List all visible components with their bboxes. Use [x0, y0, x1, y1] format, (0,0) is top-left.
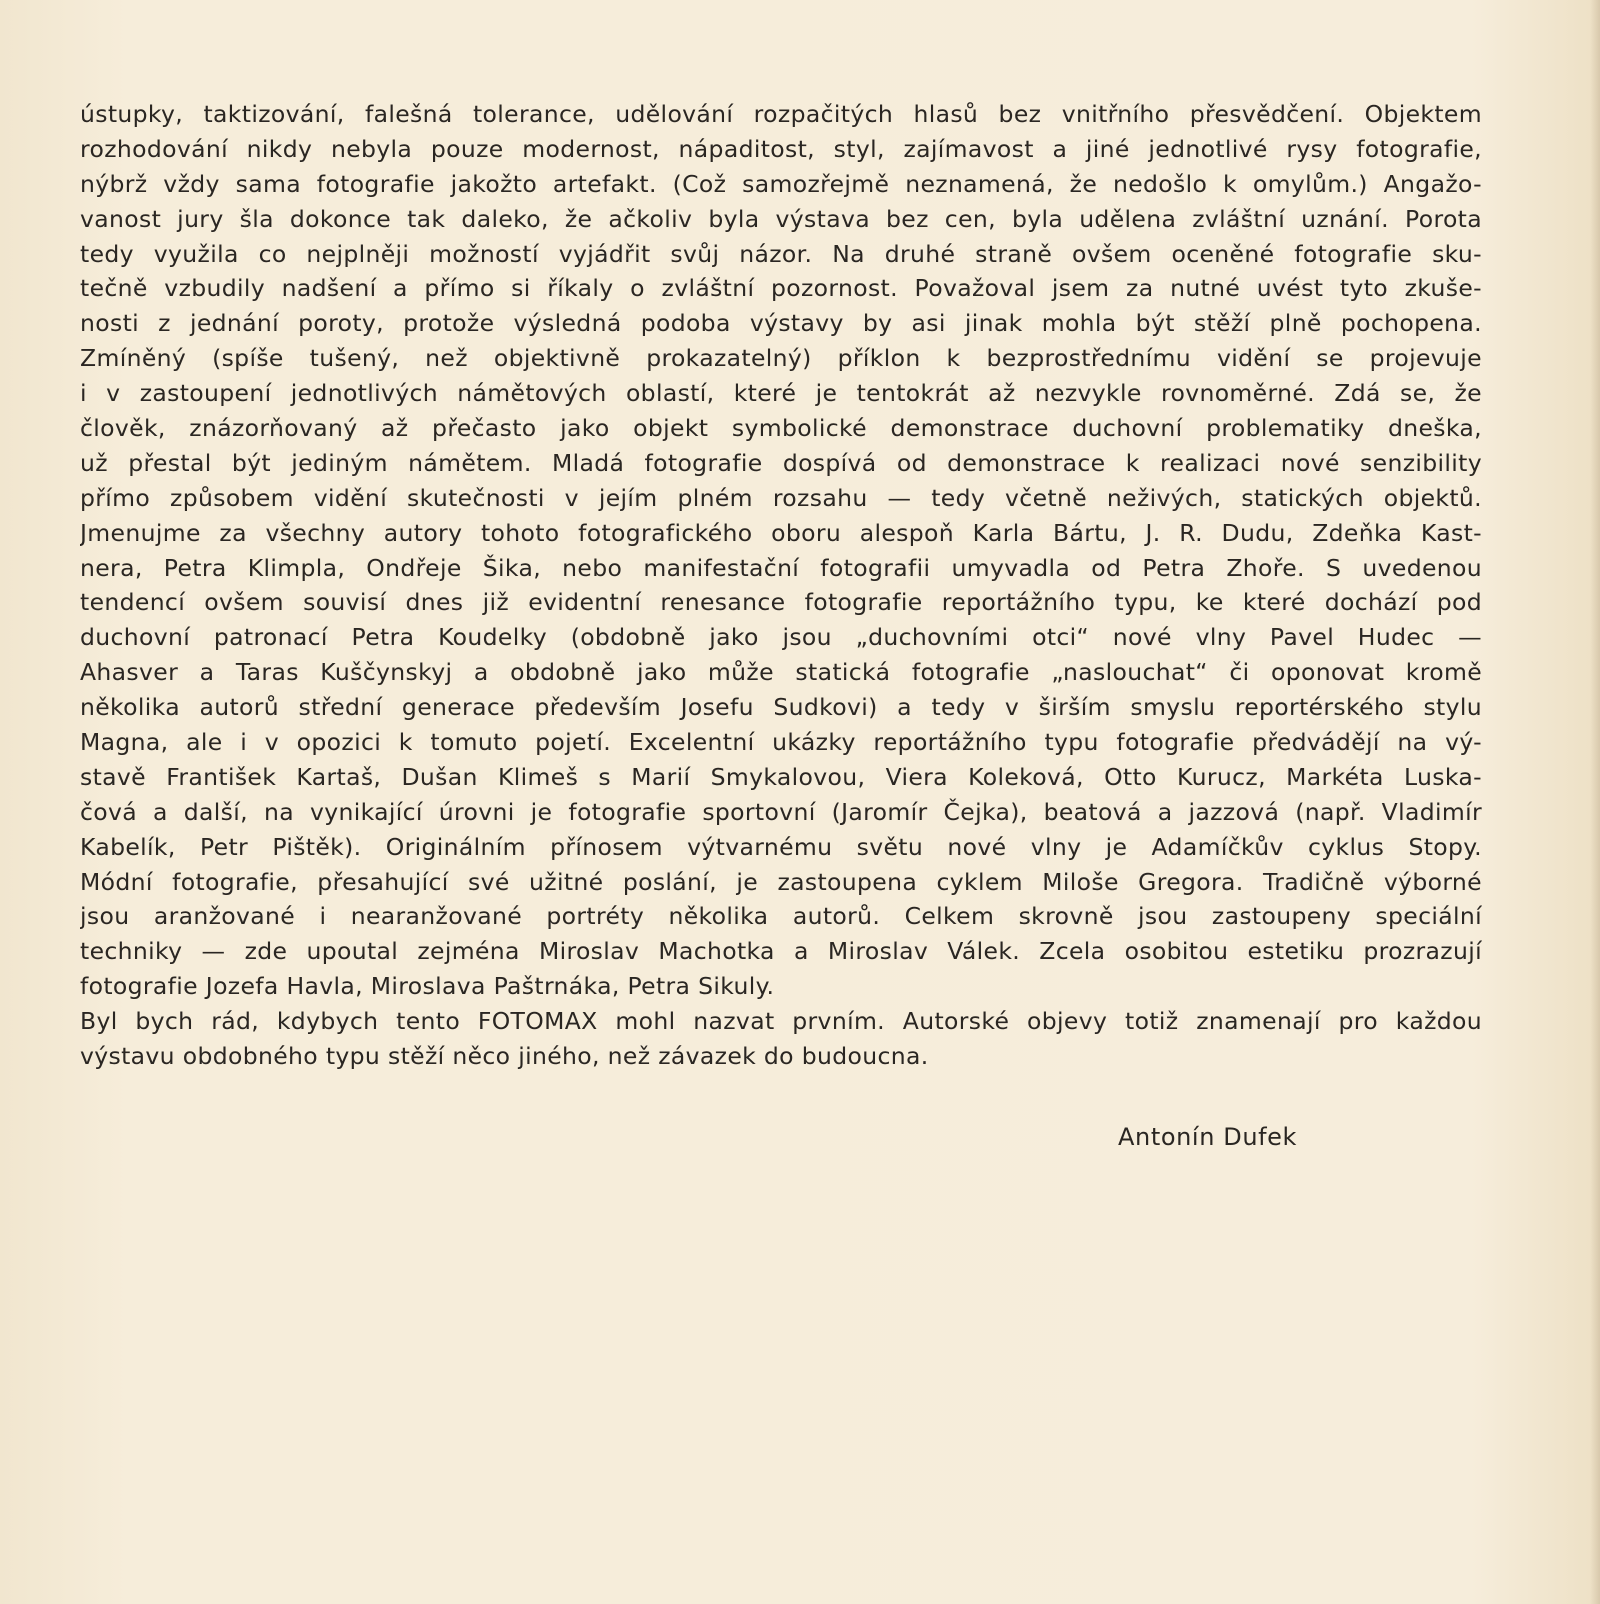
text-line: Módní fotografie, přesahující své užitné poslání, je zastoupena cyklem Miloše Gregora. Tradičně výborné	[80, 867, 1482, 896]
text-line: přímo způsobem vidění skutečnosti v jejím plném rozsahu — tedy včetně neživých, statických objektů.	[80, 483, 1482, 512]
text-line: nýbrž vždy sama fotografie jakožto artefakt. (Což samozřejmě neznamená, že nedošlo k omylům.) Angažo-	[80, 169, 1482, 198]
text-line: nosti z jednání poroty, protože výsledná podoba výstavy by asi jinak mohla být stěží plně pochopena.	[80, 309, 1482, 338]
text-line: vanost jury šla dokonce tak daleko, že ačkoliv byla výstava bez cen, byla udělena zvláštní uznání. Porota	[80, 204, 1482, 233]
text-line: výstavu obdobného typu stěží něco jiného, než závazek do budoucna.	[80, 1042, 929, 1071]
text-line: jsou aranžované i nearanžované portréty několika autorů. Celkem skrovně jsou zastoupeny speciální	[80, 902, 1482, 931]
text-line: duchovní patronací Petra Koudelky (obdobně jako jsou „duchovními otci“ nové vlny Pavel Hudec —	[80, 623, 1482, 652]
body-text	[80, 97, 1482, 1074]
text-line: techniky — zde upoutal zejména Miroslav Machotka a Miroslav Válek. Zcela osobitou estetiku prozrazují	[80, 937, 1482, 966]
author-signature: Antonín Dufek	[1118, 1123, 1298, 1151]
text-line: rozhodování nikdy nebyla pouze modernost, nápaditost, styl, zajímavost a jiné jednotlivé rysy fotografie,	[80, 134, 1482, 163]
text-line: několika autorů střední generace především Josefu Sudkovi) a tedy v širším smyslu reportérského stylu	[80, 693, 1482, 722]
text-line: Zmíněný (spíše tušený, než objektivně prokazatelný) příklon k bezprostřednímu vidění se projevuje	[80, 344, 1482, 373]
text-line: stavě František Kartaš, Dušan Klimeš s Marií Smykalovou, Viera Koleková, Otto Kurucz, Markéta Luska-	[80, 762, 1482, 791]
text-line: tedy využila co nejplněji možností vyjádřit svůj názor. Na druhé straně ovšem oceněné fotografie sku-	[80, 239, 1482, 268]
text-line: Jmenujme za všechny autory tohoto fotografického oboru alespoň Karla Bártu, J. R. Dudu, Zdeňka Kast-	[80, 518, 1482, 547]
text-line: Byl bych rád, kdybych tento FOTOMAX mohl nazvat prvním. Autorské objevy totiž znamenají pro každou	[80, 1007, 1482, 1036]
text-line: Kabelík, Petr Pištěk). Originálním přínosem výtvarnému světu nové vlny je Adamíčkův cyklus Stopy.	[80, 832, 1482, 861]
text-line: ústupky, taktizování, falešná tolerance, udělování rozpačitých hlasů bez vnitřního přesvědčení. Objektem	[80, 100, 1482, 128]
text-line: i v zastoupení jednotlivých námětových oblastí, které je tentokrát až nezvykle rovnoměrné. Zdá se, že	[80, 379, 1482, 408]
text-line: čová a další, na vynikající úrovni je fotografie sportovní (Jaromír Čejka), beatová a jazzová (např. Vladimír	[80, 797, 1482, 826]
text-line: člověk, znázorňovaný až přečasto jako objekt symbolické demonstrace duchovní problematiky dneška,	[80, 414, 1482, 443]
text-line: už přestal být jediným námětem. Mladá fotografie dospívá od demonstrace k realizaci nové senzibility	[80, 448, 1482, 477]
text-line: tečně vzbudily nadšení a přímo si říkaly o zvláštní pozornost. Považoval jsem za nutné uvést tyto zkuše-	[80, 274, 1482, 303]
page-edge-shadow	[1590, 0, 1600, 1604]
text-line: Magna, ale i v opozici k tomuto pojetí. Excelentní ukázky reportážního typu fotografie předvádějí na vý-	[80, 728, 1482, 757]
text-line: Ahasver a Taras Kuščynskyj a obdobně jako může statická fotografie „naslouchat“ či oponovat kromě	[80, 658, 1482, 687]
text-line: tendencí ovšem souvisí dnes již evidentní renesance fotografie reportážního typu, ke které dochází pod	[80, 588, 1482, 617]
text-line: fotografie Jozefa Havla, Miroslava Paštrnáka, Petra Sikuly.	[80, 972, 775, 1001]
text-line: nera, Petra Klimpla, Ondřeje Šika, nebo manifestační fotografii umyvadla od Petra Zhoře. S uvedenou	[80, 553, 1482, 582]
